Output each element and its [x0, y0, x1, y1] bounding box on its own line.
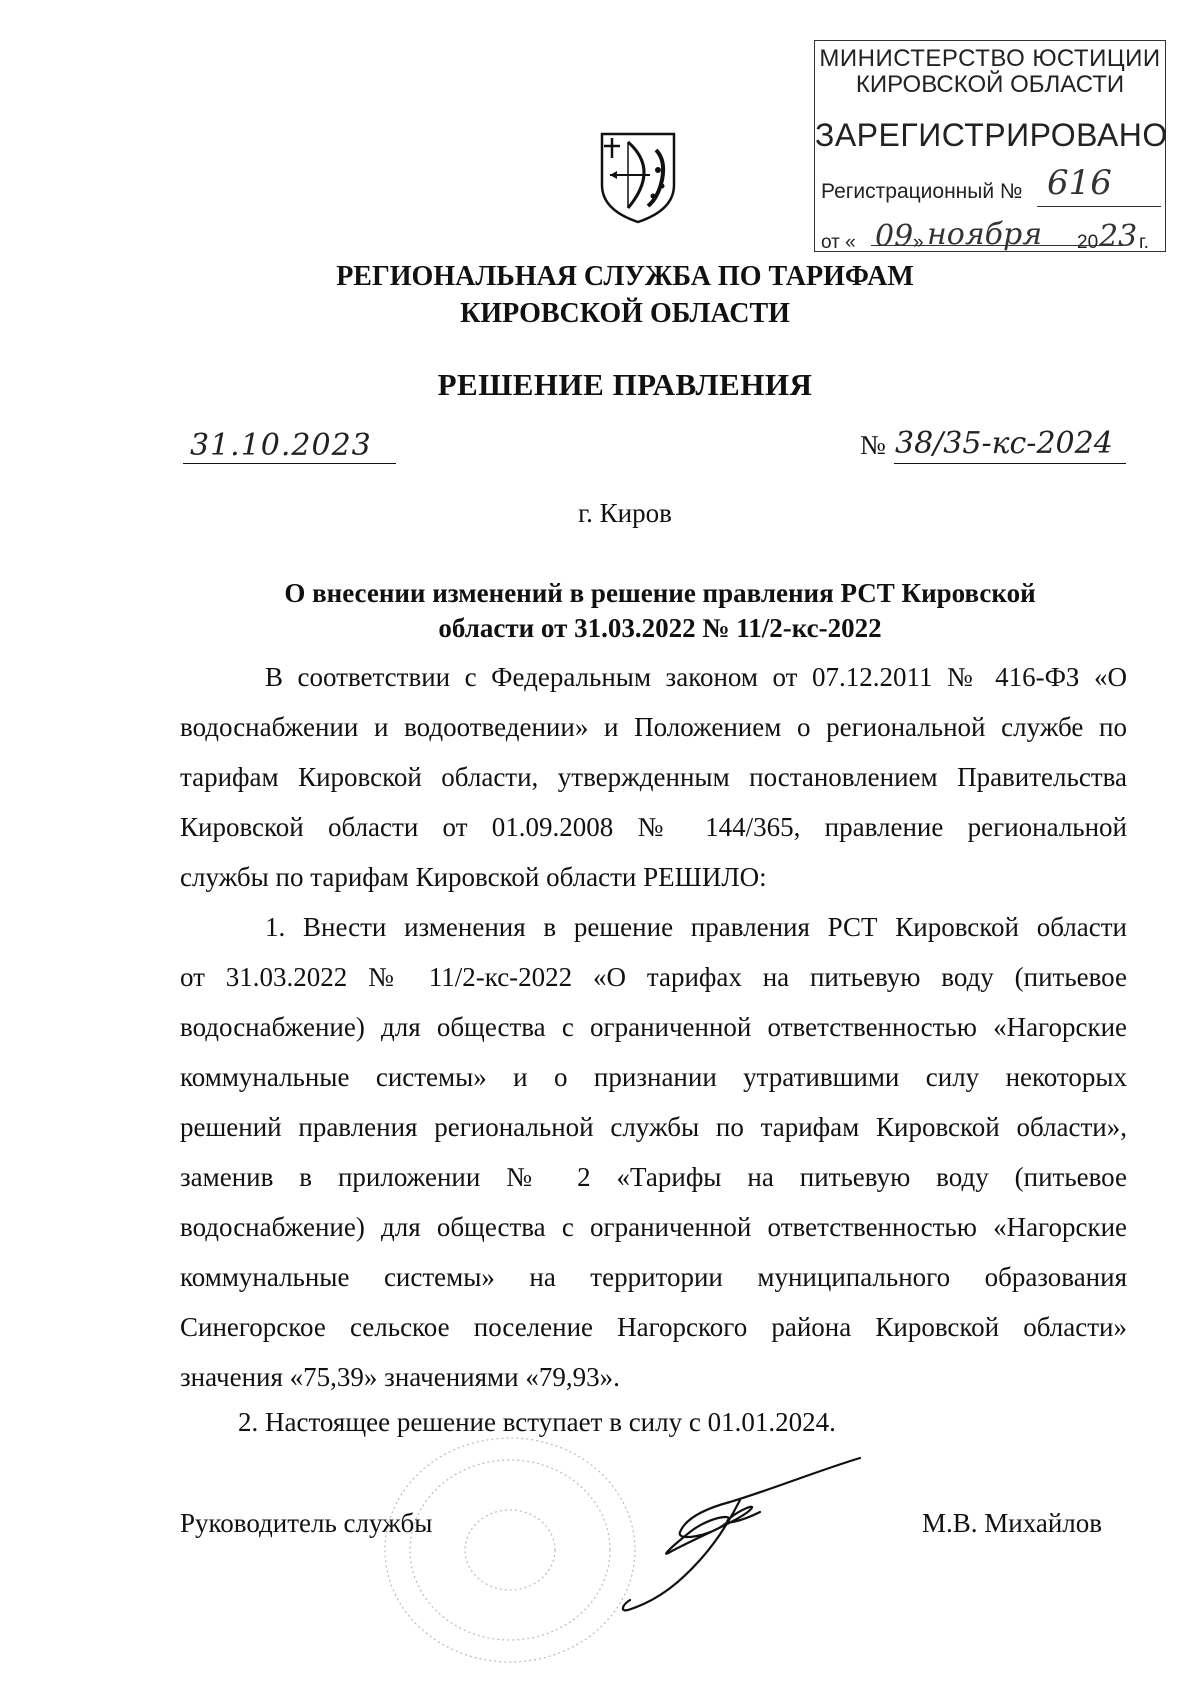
item1-line: 1. Внести изменения в решение правления РСТ Кировской области	[265, 912, 1127, 942]
stamp-region: КИРОВСКОЙ ОБЛАСТИ	[855, 71, 1125, 98]
stamp-date-day: 09	[875, 219, 914, 254]
stamp-date-underline	[871, 245, 1123, 246]
item1-line: заменив в приложении № 2 «Тарифы на питьевую воду (питьевое	[180, 1162, 1127, 1192]
item1-line: коммунальные системы» на территории муниципального образования	[180, 1262, 1127, 1292]
registration-stamp	[814, 40, 1166, 252]
stamp-date-prefix: от «	[821, 232, 856, 253]
subject-line1: О внесении изменений в решение правления РСТ Кировской	[284, 578, 1036, 608]
decision-date-underline	[183, 463, 396, 464]
preamble-line: В соответствии с Федеральным законом от 07.12.2011 № 416-ФЗ «О	[265, 662, 1127, 692]
preamble-line: службы по тарифам Кировской области РЕШИЛО:	[180, 862, 767, 892]
stamp-date-row	[821, 232, 856, 254]
coat-of-arms-icon	[598, 130, 678, 225]
city: г. Киров	[578, 498, 672, 528]
organization-name-line1: РЕГИОНАЛЬНАЯ СЛУЖБА ПО ТАРИФАМ	[336, 261, 914, 292]
preamble-line: тарифам Кировской области, утвержденным постановлением Правительства	[180, 762, 1127, 792]
stamp-reg-label: Регистрационный №	[821, 180, 1023, 203]
stamp-ministry: МИНИСТЕРСТВО ЮСТИЦИИ	[819, 45, 1161, 72]
number-sign: №	[860, 430, 886, 460]
preamble-line: водоснабжении и водоотведении» и Положением о региональной службе по	[180, 712, 1127, 742]
stamp-date-month: ноября	[927, 217, 1043, 252]
item1-line: от 31.03.2022 № 11/2-кс-2022 «О тарифах на питьевую воду (питьевое	[180, 962, 1127, 992]
stamp-status: ЗАРЕГИСТРИРОВАНО	[815, 117, 1168, 153]
decision-date: 31.10.2023	[190, 428, 372, 463]
decision-number-underline	[894, 463, 1126, 464]
stamp-reg-number: 616	[1047, 163, 1112, 203]
stamp-date-year: 23	[1099, 219, 1138, 254]
item1-line: решений правления региональной службы по тарифам Кировской области»,	[180, 1112, 1127, 1142]
signer-position: Руководитель службы	[180, 1508, 433, 1538]
item2: 2. Настоящее решение вступает в силу с 01.01.2024.	[238, 1407, 836, 1437]
organization-name-line2: КИРОВСКОЙ ОБЛАСТИ	[460, 298, 790, 329]
document-title: РЕШЕНИЕ ПРАВЛЕНИЯ	[437, 367, 813, 402]
item1-line: водоснабжение) для общества с ограниченной ответственностью «Нагорские	[180, 1212, 1127, 1242]
decision-number: 38/35-кс-2024	[895, 426, 1113, 461]
stamp-date-mid: »	[913, 232, 924, 253]
item1-line: Синегорское сельское поселение Нагорского района Кировской области»	[180, 1312, 1127, 1342]
signature-icon	[590, 1440, 910, 1640]
subject-line2: области от 31.03.2022 № 11/2-кс-2022	[438, 613, 882, 643]
stamp-date-year-prefix: 20	[1077, 232, 1099, 253]
stamp-reg-underline	[1037, 206, 1161, 207]
preamble-line: Кировской области от 01.09.2008 № 144/365, правление региональной	[180, 812, 1127, 842]
item1-line: коммунальные системы» и о признании утратившими силу некоторых	[180, 1062, 1127, 1092]
signer-name: М.В. Михайлов	[922, 1508, 1103, 1538]
item1-line: водоснабжение) для общества с ограниченной ответственностью «Нагорские	[180, 1012, 1127, 1042]
item1-line: значения «75,39» значениями «79,93».	[180, 1362, 620, 1392]
stamp-date-suffix: г.	[1139, 232, 1149, 253]
